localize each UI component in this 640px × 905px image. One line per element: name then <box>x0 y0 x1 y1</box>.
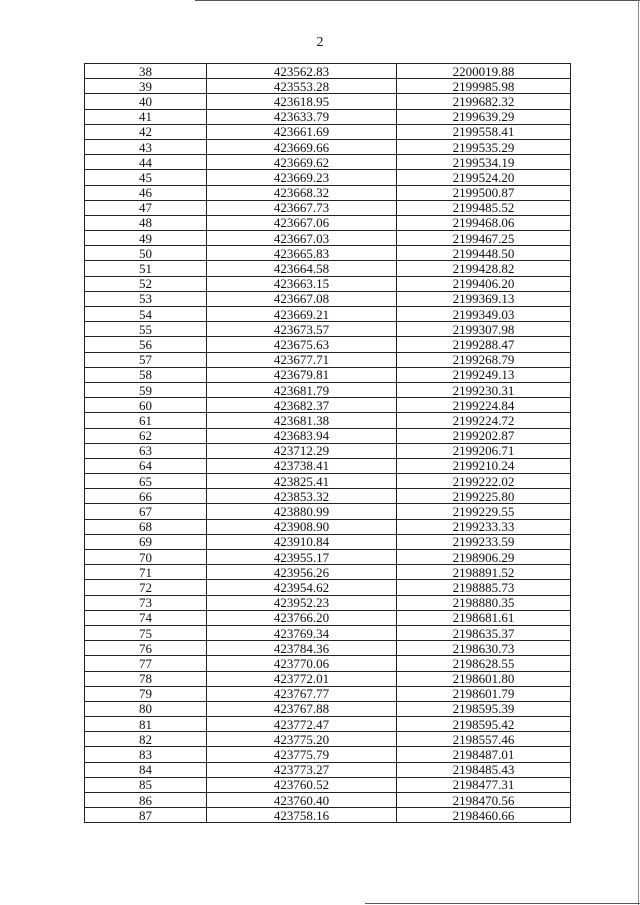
table-row <box>85 641 571 656</box>
table-row <box>85 565 571 580</box>
point-number-cell: 78 <box>85 671 207 686</box>
y-coordinate-cell: 2198487.01 <box>397 747 571 762</box>
x-coordinate-cell: 423633.79 <box>207 109 397 124</box>
point-number-cell: 41 <box>85 109 207 124</box>
table-row <box>85 793 571 808</box>
table-row <box>85 580 571 595</box>
point-number-cell: 69 <box>85 534 207 549</box>
y-coordinate-cell: 2199225.80 <box>397 489 571 504</box>
x-coordinate-cell: 423681.38 <box>207 413 397 428</box>
table-row <box>85 94 571 109</box>
x-coordinate-cell: 423775.79 <box>207 747 397 762</box>
table-row <box>85 139 571 154</box>
table-row <box>85 489 571 504</box>
point-number-cell: 81 <box>85 717 207 732</box>
x-coordinate-cell: 423952.23 <box>207 595 397 610</box>
point-number-cell: 83 <box>85 747 207 762</box>
x-coordinate-cell: 423667.06 <box>207 215 397 230</box>
x-coordinate-cell: 423665.83 <box>207 246 397 261</box>
y-coordinate-cell: 2199349.03 <box>397 307 571 322</box>
point-number-cell: 66 <box>85 489 207 504</box>
x-coordinate-cell: 423767.77 <box>207 686 397 701</box>
table-row <box>85 109 571 124</box>
point-number-cell: 44 <box>85 155 207 170</box>
table-row <box>85 701 571 716</box>
y-coordinate-cell: 2199233.33 <box>397 519 571 534</box>
y-coordinate-cell: 2199224.72 <box>397 413 571 428</box>
y-coordinate-cell: 2198630.73 <box>397 641 571 656</box>
point-number-cell: 38 <box>85 64 207 79</box>
table-row <box>85 595 571 610</box>
x-coordinate-cell: 423738.41 <box>207 458 397 473</box>
point-number-cell: 54 <box>85 307 207 322</box>
point-number-cell: 82 <box>85 732 207 747</box>
point-number-cell: 53 <box>85 291 207 306</box>
y-coordinate-cell: 2199230.31 <box>397 382 571 397</box>
point-number-cell: 61 <box>85 413 207 428</box>
table-row <box>85 246 571 261</box>
x-coordinate-cell: 423667.03 <box>207 231 397 246</box>
y-coordinate-cell: 2199369.13 <box>397 291 571 306</box>
point-number-cell: 60 <box>85 398 207 413</box>
table-row <box>85 610 571 625</box>
x-coordinate-cell: 423758.16 <box>207 808 397 823</box>
table-row <box>85 291 571 306</box>
point-number-cell: 64 <box>85 458 207 473</box>
x-coordinate-cell: 423769.34 <box>207 625 397 640</box>
x-coordinate-cell: 423664.58 <box>207 261 397 276</box>
point-number-cell: 85 <box>85 777 207 792</box>
x-coordinate-cell: 423954.62 <box>207 580 397 595</box>
x-coordinate-cell: 423669.21 <box>207 307 397 322</box>
x-coordinate-cell: 423767.88 <box>207 701 397 716</box>
point-number-cell: 57 <box>85 352 207 367</box>
table-row <box>85 777 571 792</box>
y-coordinate-cell: 2199224.84 <box>397 398 571 413</box>
x-coordinate-cell: 423772.01 <box>207 671 397 686</box>
point-number-cell: 48 <box>85 215 207 230</box>
x-coordinate-cell: 423667.08 <box>207 291 397 306</box>
table-row <box>85 428 571 443</box>
point-number-cell: 76 <box>85 641 207 656</box>
x-coordinate-cell: 423956.26 <box>207 565 397 580</box>
point-number-cell: 59 <box>85 382 207 397</box>
table-row <box>85 413 571 428</box>
table-row <box>85 732 571 747</box>
point-number-cell: 39 <box>85 79 207 94</box>
table-row <box>85 671 571 686</box>
y-coordinate-cell: 2199535.29 <box>397 139 571 154</box>
x-coordinate-cell: 423955.17 <box>207 550 397 565</box>
table-row <box>85 717 571 732</box>
y-coordinate-cell: 2199682.32 <box>397 94 571 109</box>
y-coordinate-cell: 2199206.71 <box>397 443 571 458</box>
x-coordinate-cell: 423618.95 <box>207 94 397 109</box>
table-row <box>85 215 571 230</box>
point-number-cell: 77 <box>85 656 207 671</box>
y-coordinate-cell: 2198557.46 <box>397 732 571 747</box>
y-coordinate-cell: 2199210.24 <box>397 458 571 473</box>
point-number-cell: 46 <box>85 185 207 200</box>
y-coordinate-cell: 2199558.41 <box>397 124 571 139</box>
page-edge-bottom <box>365 903 640 904</box>
x-coordinate-cell: 423669.62 <box>207 155 397 170</box>
point-number-cell: 67 <box>85 504 207 519</box>
table-row <box>85 170 571 185</box>
table-row <box>85 261 571 276</box>
y-coordinate-cell: 2199468.06 <box>397 215 571 230</box>
y-coordinate-cell: 2198485.43 <box>397 762 571 777</box>
x-coordinate-cell: 423880.99 <box>207 504 397 519</box>
x-coordinate-cell: 423668.32 <box>207 185 397 200</box>
table-row <box>85 382 571 397</box>
table-row <box>85 307 571 322</box>
table-row <box>85 200 571 215</box>
x-coordinate-cell: 423772.47 <box>207 717 397 732</box>
x-coordinate-cell: 423760.40 <box>207 793 397 808</box>
table-row <box>85 458 571 473</box>
table-row <box>85 443 571 458</box>
table-row <box>85 762 571 777</box>
y-coordinate-cell: 2199229.55 <box>397 504 571 519</box>
point-number-cell: 62 <box>85 428 207 443</box>
y-coordinate-cell: 2198460.66 <box>397 808 571 823</box>
point-number-cell: 65 <box>85 474 207 489</box>
table-row <box>85 504 571 519</box>
table-row <box>85 474 571 489</box>
y-coordinate-cell: 2199268.79 <box>397 352 571 367</box>
point-number-cell: 56 <box>85 337 207 352</box>
point-number-cell: 80 <box>85 701 207 716</box>
point-number-cell: 47 <box>85 200 207 215</box>
x-coordinate-cell: 423681.79 <box>207 382 397 397</box>
y-coordinate-cell: 2199500.87 <box>397 185 571 200</box>
x-coordinate-cell: 423784.36 <box>207 641 397 656</box>
y-coordinate-cell: 2198628.55 <box>397 656 571 671</box>
table-row <box>85 550 571 565</box>
x-coordinate-cell: 423673.57 <box>207 322 397 337</box>
x-coordinate-cell: 423712.29 <box>207 443 397 458</box>
point-number-cell: 55 <box>85 322 207 337</box>
point-number-cell: 63 <box>85 443 207 458</box>
page-number: 2 <box>316 35 324 50</box>
point-number-cell: 52 <box>85 276 207 291</box>
table-row <box>85 656 571 671</box>
x-coordinate-cell: 423825.41 <box>207 474 397 489</box>
table-row <box>85 398 571 413</box>
x-coordinate-cell: 423853.32 <box>207 489 397 504</box>
x-coordinate-cell: 423908.90 <box>207 519 397 534</box>
y-coordinate-cell: 2199288.47 <box>397 337 571 352</box>
y-coordinate-cell: 2198906.29 <box>397 550 571 565</box>
y-coordinate-cell: 2199485.52 <box>397 200 571 215</box>
y-coordinate-cell: 2198595.42 <box>397 717 571 732</box>
y-coordinate-cell: 2198885.73 <box>397 580 571 595</box>
table-row <box>85 686 571 701</box>
y-coordinate-cell: 2199222.02 <box>397 474 571 489</box>
y-coordinate-cell: 2199202.87 <box>397 428 571 443</box>
y-coordinate-cell: 2199249.13 <box>397 367 571 382</box>
table-row <box>85 155 571 170</box>
y-coordinate-cell: 2198601.80 <box>397 671 571 686</box>
point-number-cell: 79 <box>85 686 207 701</box>
y-coordinate-cell: 2198880.35 <box>397 595 571 610</box>
y-coordinate-cell: 2198595.39 <box>397 701 571 716</box>
x-coordinate-cell: 423661.69 <box>207 124 397 139</box>
table-row <box>85 352 571 367</box>
point-number-cell: 72 <box>85 580 207 595</box>
table-row <box>85 79 571 94</box>
point-number-cell: 68 <box>85 519 207 534</box>
x-coordinate-cell: 423773.27 <box>207 762 397 777</box>
point-number-cell: 86 <box>85 793 207 808</box>
x-coordinate-cell: 423675.63 <box>207 337 397 352</box>
table-row <box>85 367 571 382</box>
y-coordinate-cell: 2199307.98 <box>397 322 571 337</box>
x-coordinate-cell: 423669.23 <box>207 170 397 185</box>
x-coordinate-cell: 423775.20 <box>207 732 397 747</box>
y-coordinate-cell: 2199639.29 <box>397 109 571 124</box>
x-coordinate-cell: 423553.28 <box>207 79 397 94</box>
y-coordinate-cell: 2199985.98 <box>397 79 571 94</box>
point-number-cell: 75 <box>85 625 207 640</box>
x-coordinate-cell: 423679.81 <box>207 367 397 382</box>
point-number-cell: 84 <box>85 762 207 777</box>
table-row <box>85 337 571 352</box>
point-number-cell: 45 <box>85 170 207 185</box>
table-row <box>85 808 571 823</box>
point-number-cell: 50 <box>85 246 207 261</box>
page-edge-right <box>638 0 639 905</box>
y-coordinate-cell: 2199406.20 <box>397 276 571 291</box>
y-coordinate-cell: 2198635.37 <box>397 625 571 640</box>
y-coordinate-cell: 2198470.56 <box>397 793 571 808</box>
table-row <box>85 124 571 139</box>
point-number-cell: 73 <box>85 595 207 610</box>
x-coordinate-cell: 423683.94 <box>207 428 397 443</box>
table-row <box>85 747 571 762</box>
table-row <box>85 185 571 200</box>
table-row <box>85 322 571 337</box>
table-row <box>85 276 571 291</box>
coordinates-table-body <box>85 64 571 823</box>
y-coordinate-cell: 2198681.61 <box>397 610 571 625</box>
y-coordinate-cell: 2199534.19 <box>397 155 571 170</box>
x-coordinate-cell: 423770.06 <box>207 656 397 671</box>
point-number-cell: 70 <box>85 550 207 565</box>
point-number-cell: 87 <box>85 808 207 823</box>
x-coordinate-cell: 423677.71 <box>207 352 397 367</box>
table-row <box>85 64 571 79</box>
x-coordinate-cell: 423669.66 <box>207 139 397 154</box>
y-coordinate-cell: 2199233.59 <box>397 534 571 549</box>
point-number-cell: 58 <box>85 367 207 382</box>
y-coordinate-cell: 2199428.82 <box>397 261 571 276</box>
point-number-cell: 40 <box>85 94 207 109</box>
point-number-cell: 42 <box>85 124 207 139</box>
point-number-cell: 51 <box>85 261 207 276</box>
x-coordinate-cell: 423682.37 <box>207 398 397 413</box>
x-coordinate-cell: 423910.84 <box>207 534 397 549</box>
point-number-cell: 74 <box>85 610 207 625</box>
table-row <box>85 625 571 640</box>
y-coordinate-cell: 2198477.31 <box>397 777 571 792</box>
table-row <box>85 231 571 246</box>
table-row <box>85 519 571 534</box>
x-coordinate-cell: 423766.20 <box>207 610 397 625</box>
y-coordinate-cell: 2198891.52 <box>397 565 571 580</box>
y-coordinate-cell: 2198601.79 <box>397 686 571 701</box>
x-coordinate-cell: 423760.52 <box>207 777 397 792</box>
y-coordinate-cell: 2200019.88 <box>397 64 571 79</box>
point-number-cell: 49 <box>85 231 207 246</box>
coordinates-table <box>84 63 571 823</box>
point-number-cell: 71 <box>85 565 207 580</box>
y-coordinate-cell: 2199524.20 <box>397 170 571 185</box>
x-coordinate-cell: 423663.15 <box>207 276 397 291</box>
y-coordinate-cell: 2199448.50 <box>397 246 571 261</box>
x-coordinate-cell: 423562.83 <box>207 64 397 79</box>
page-edge-top <box>195 0 640 1</box>
point-number-cell: 43 <box>85 139 207 154</box>
x-coordinate-cell: 423667.73 <box>207 200 397 215</box>
table-row <box>85 534 571 549</box>
y-coordinate-cell: 2199467.25 <box>397 231 571 246</box>
